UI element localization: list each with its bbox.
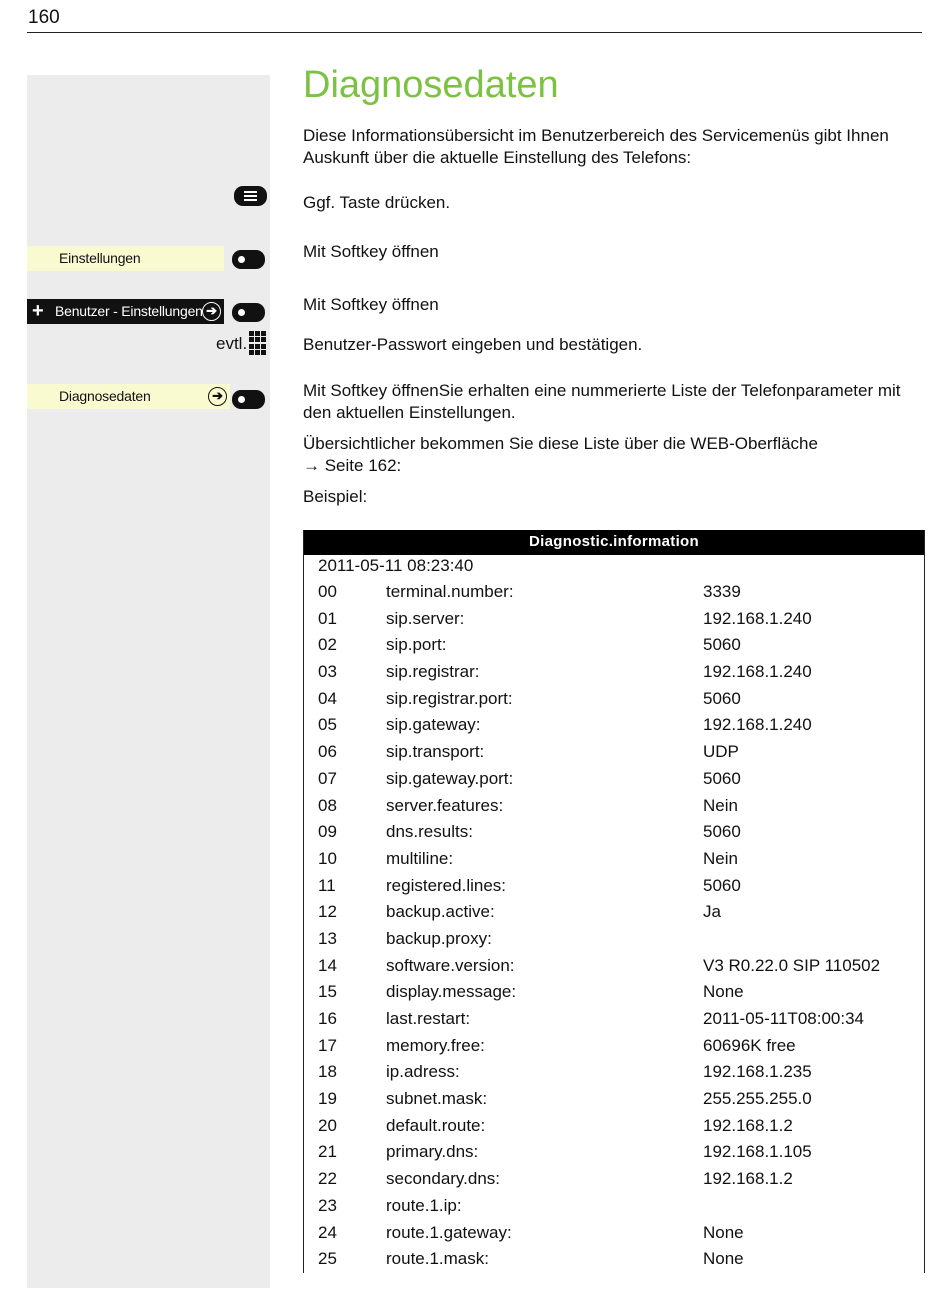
param-value: 5060 — [703, 688, 741, 708]
table-row — [304, 606, 924, 633]
param-key: route.1.gateway: — [386, 1222, 512, 1242]
table-date: 2011-05-11 08:23:40 — [318, 556, 474, 575]
page-number: 160 — [28, 7, 60, 28]
param-value: 192.168.1.240 — [703, 662, 812, 682]
param-key: route.1.ip: — [386, 1195, 462, 1215]
param-key: server.features: — [386, 795, 504, 815]
table-row — [304, 1193, 924, 1220]
param-number: 18 — [318, 1062, 337, 1082]
param-value: 192.168.1.235 — [703, 1062, 812, 1082]
table-row — [304, 979, 924, 1006]
table-row — [304, 819, 924, 846]
step-password: Benutzer-Passwort eingeben und bestätigen. — [303, 335, 643, 354]
param-value: 5060 — [703, 768, 741, 788]
param-value: 3339 — [703, 582, 741, 601]
table-row — [304, 659, 924, 686]
table-body — [304, 579, 924, 1273]
param-key: memory.free: — [386, 1035, 485, 1055]
param-key: sip.registrar.port: — [386, 688, 513, 708]
param-value: None — [703, 982, 744, 1002]
param-key: sip.gateway: — [386, 715, 481, 735]
table-row — [304, 739, 924, 766]
param-value: 192.168.1.2 — [703, 1169, 793, 1189]
table-row — [304, 1059, 924, 1086]
step-softkey-einstellungen: Mit Softkey öffnen — [303, 242, 439, 261]
diagnostic-table — [303, 530, 925, 1273]
param-number: 15 — [318, 982, 337, 1002]
param-value: 5060 — [703, 635, 741, 655]
table-row — [304, 1246, 924, 1273]
table-row — [304, 686, 924, 713]
param-value: 5060 — [703, 822, 741, 842]
param-key: subnet.mask: — [386, 1089, 488, 1109]
table-row — [304, 873, 924, 900]
param-number: 12 — [318, 902, 337, 922]
param-value: Ja — [703, 902, 721, 922]
evtl-label: evtl. — [216, 334, 248, 353]
param-value: Nein — [703, 795, 738, 815]
table-row — [304, 632, 924, 659]
table-row — [304, 1220, 924, 1247]
param-value: None — [703, 1222, 744, 1242]
param-number: 07 — [318, 768, 337, 788]
param-key: secondary.dns: — [386, 1169, 501, 1189]
param-value: 2011-05-11T08:00:34 — [703, 1009, 864, 1028]
param-value: None — [703, 1249, 744, 1269]
param-number: 00 — [318, 582, 337, 601]
param-key: default.route: — [386, 1115, 486, 1135]
table-row — [304, 1033, 924, 1060]
param-number: 23 — [318, 1195, 337, 1215]
param-key: last.restart: — [386, 1009, 471, 1028]
plus-icon: + — [32, 300, 44, 322]
param-value: 192.168.1.105 — [703, 1142, 812, 1162]
param-number: 21 — [318, 1142, 337, 1162]
table-row — [304, 579, 924, 606]
param-key: ip.adress: — [386, 1062, 460, 1082]
param-number: 06 — [318, 742, 337, 762]
table-row — [304, 1139, 924, 1166]
param-value: 192.168.1.240 — [703, 608, 812, 628]
param-number: 14 — [318, 955, 337, 975]
param-number: 02 — [318, 635, 337, 655]
param-key: sip.gateway.port: — [386, 768, 514, 788]
intro-text: Diese Informationsübersicht im Benutzerbereich des Servicemenüs gibt Ihnen Auskunft über die aktuelle Einstellung des Telefons: — [303, 126, 889, 167]
step-softkey-diagnosedaten: Mit Softkey öffnenSie erhalten eine nummerierte Liste der Telefonparameter mit den aktuellen Einstellungen. — [303, 381, 901, 422]
table-row — [304, 793, 924, 820]
param-number: 25 — [318, 1249, 337, 1269]
example-label: Beispiel: — [303, 487, 368, 506]
menu-item-benutzer-einstellungen[interactable] — [27, 299, 224, 324]
param-key: terminal.number: — [386, 582, 514, 601]
param-key: sip.port: — [386, 635, 447, 655]
table-row — [304, 846, 924, 873]
table-row — [304, 1166, 924, 1193]
param-number: 09 — [318, 822, 337, 842]
param-number: 08 — [318, 795, 337, 815]
param-number: 16 — [318, 1009, 337, 1028]
param-number: 19 — [318, 1089, 337, 1109]
header-rule — [27, 32, 922, 33]
step-press-key: Ggf. Taste drücken. — [303, 193, 451, 212]
param-key: sip.server: — [386, 608, 465, 628]
param-number: 03 — [318, 662, 337, 682]
param-number: 05 — [318, 715, 337, 735]
menu-item-einstellungen[interactable] — [27, 246, 224, 271]
page-reference-link[interactable]: → Seite 162: — [303, 456, 402, 475]
param-value: 192.168.1.2 — [703, 1115, 793, 1135]
param-number: 11 — [318, 875, 336, 895]
param-number: 24 — [318, 1222, 337, 1242]
param-value: V3 R0.22.0 SIP 110502 — [703, 955, 881, 975]
table-row — [304, 712, 924, 739]
param-number: 20 — [318, 1115, 337, 1135]
param-number: 01 — [318, 608, 337, 628]
param-number: 22 — [318, 1169, 337, 1189]
param-value: 192.168.1.240 — [703, 715, 812, 735]
table-row — [304, 766, 924, 793]
param-key: route.1.mask: — [386, 1249, 489, 1269]
table-row — [304, 953, 924, 980]
menu-item-label: Diagnosedaten — [59, 388, 151, 404]
param-value: 60696K free — [703, 1035, 796, 1055]
param-number: 13 — [318, 928, 337, 948]
softkey-icon[interactable] — [232, 250, 265, 269]
param-key: dns.results: — [386, 822, 473, 842]
param-value: 255.255.255.0 — [703, 1089, 812, 1109]
softkey-icon[interactable] — [232, 390, 265, 409]
page-title: Diagnosedaten — [303, 64, 559, 106]
web-hint-line: Übersichtlicher bekommen Sie diese Liste über die WEB-Oberfläche — [303, 434, 818, 453]
param-number: 10 — [318, 848, 337, 868]
table-header: Diagnostic.information — [304, 530, 924, 555]
arrow-right-icon: ➔ — [208, 387, 227, 406]
param-key: backup.proxy: — [386, 928, 492, 948]
table-row — [304, 1086, 924, 1113]
menu-item-label: Einstellungen — [59, 250, 141, 266]
param-key: primary.dns: — [386, 1142, 479, 1162]
step-softkey-benutzer: Mit Softkey öffnen — [303, 295, 439, 314]
param-value: Nein — [703, 848, 738, 868]
param-key: sip.transport: — [386, 742, 485, 762]
param-number: 17 — [318, 1035, 337, 1055]
param-key: backup.active: — [386, 902, 495, 922]
param-key: software.version: — [386, 955, 515, 975]
keypad-icon — [249, 331, 267, 355]
arrow-right-icon: ➔ — [202, 302, 221, 321]
menu-item-label: Benutzer - Einstellungen — [55, 303, 203, 319]
softkey-icon[interactable] — [232, 303, 265, 322]
table-row — [304, 1006, 924, 1033]
web-hint — [303, 433, 928, 477]
menu-item-diagnosedaten[interactable] — [27, 384, 230, 409]
table-row — [304, 1113, 924, 1140]
param-number: 04 — [318, 688, 337, 708]
param-value: 5060 — [703, 875, 741, 895]
param-key: registered.lines: — [386, 875, 507, 895]
param-key: display.message: — [386, 982, 517, 1002]
param-key: sip.registrar: — [386, 662, 480, 682]
param-key: multiline: — [386, 848, 454, 868]
table-row — [304, 926, 924, 953]
param-value: UDP — [703, 742, 739, 762]
menu-key-icon[interactable] — [234, 186, 267, 206]
table-row — [304, 899, 924, 926]
